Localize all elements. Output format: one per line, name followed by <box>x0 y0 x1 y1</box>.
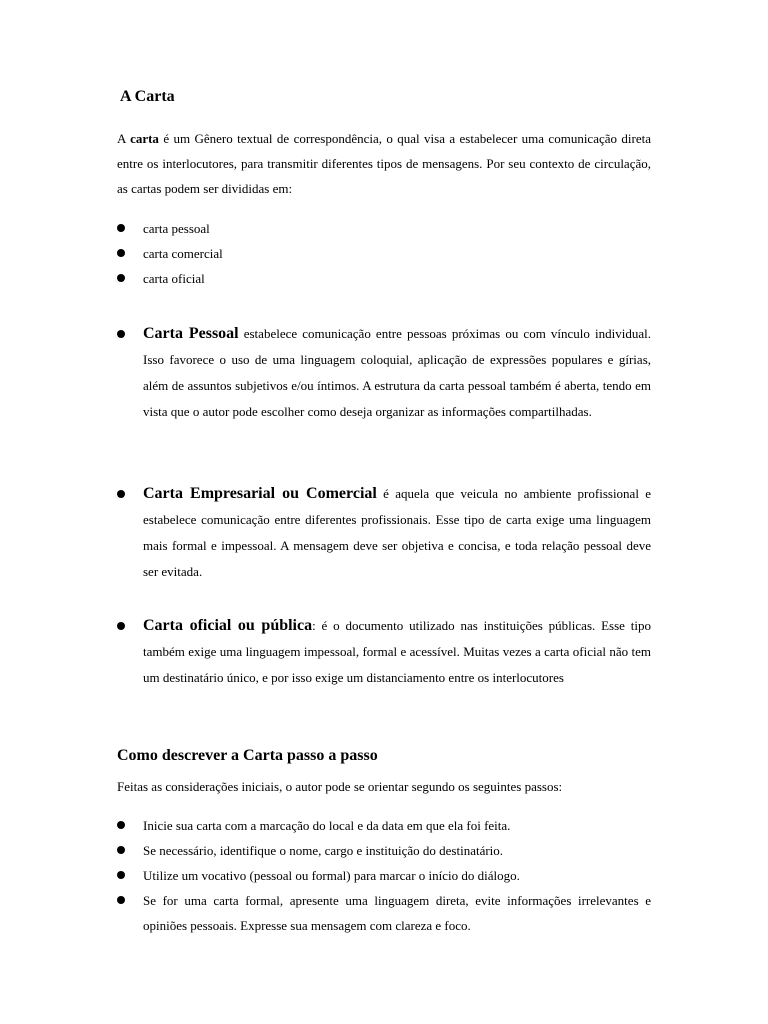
list-item-text: estabelece comunicação entre pessoas próximas ou com vínculo individual. Isso favorece o uso de uma linguagem coloquial, aplicação de expressões populares e gírias, além de assuntos subjetivos e/ou íntimos. A estrutura da carta pessoal também é aberta, tendo em vista que o autor pode escolher como deseja organizar as informações compartilhadas. <box>143 326 651 419</box>
list-item <box>117 888 651 938</box>
intro-text: é um Gênero textual de correspondência, o qual visa a estabelecer uma comunicação direta entre os interlocutores, para transmitir diferentes tipos de mensagens. Por seu contexto de circulação, as cartas podem ser divididas em: <box>117 131 651 196</box>
personal-letter-section <box>117 321 651 425</box>
list-item <box>117 613 651 691</box>
bullet-icon <box>117 490 125 498</box>
list-item-text: carta comercial <box>143 246 223 261</box>
bullet-icon <box>117 846 125 854</box>
list-item <box>117 321 651 425</box>
list-item <box>117 241 651 266</box>
list-item <box>117 863 651 888</box>
list-item-text: Inicie sua carta com a marcação do local e da data em que ela foi feita. <box>143 818 511 833</box>
intro-bold-term: carta <box>130 131 159 146</box>
list-item-lead: Carta Empresarial ou Comercial <box>143 485 377 502</box>
list-item-text: é aquela que veicula no ambiente profissional e estabelece comunicação entre diferentes profissionais. Esse tipo de carta exige uma linguagem mais formal e impessoal. A mensagem deve ser objetiva e concisa, e toda relação pessoal deve ser evitada. <box>143 486 652 579</box>
list-item-text: Se for uma carta formal, apresente uma linguagem direta, evite informações irrelevantes e opiniões pessoais. Expresse sua mensagem com clareza e foco. <box>143 893 651 933</box>
steps-intro: Feitas as considerações iniciais, o autor pode se orientar segundo os seguintes passos: <box>117 779 563 794</box>
list-item-text: Utilize um vocativo (pessoal ou formal) para marcar o início do diálogo. <box>143 868 520 883</box>
business-letter-section <box>117 481 651 585</box>
page-title: A Carta <box>120 88 175 105</box>
list-item <box>117 813 651 838</box>
list-item <box>117 838 651 863</box>
list-item <box>117 216 651 241</box>
bullet-icon <box>117 622 125 630</box>
bullet-icon <box>117 224 125 232</box>
steps-list <box>117 813 651 938</box>
list-item-text: carta pessoal <box>143 221 210 236</box>
bullet-icon <box>117 821 125 829</box>
official-letter-section <box>117 613 651 691</box>
list-item <box>117 481 651 585</box>
bullet-icon <box>117 249 125 257</box>
bullet-icon <box>117 896 125 904</box>
list-item-text: Se necessário, identifique o nome, cargo e instituição do destinatário. <box>143 843 504 858</box>
bullet-icon <box>117 274 125 282</box>
intro-prefix: A <box>117 131 131 146</box>
list-item-lead: Carta Pessoal <box>143 325 239 342</box>
list-item-text: : é o documento utilizado nas instituições públicas. Esse tipo também exige uma linguagem impessoal, formal e acessível. Muitas vezes a carta oficial não tem um destinatário único, e por isso exige um distanciamento entre os interlocutores <box>143 618 651 685</box>
bullet-icon <box>117 330 125 338</box>
section-heading: Como descrever a Carta passo a passo <box>117 747 378 764</box>
letter-types-list <box>117 216 651 291</box>
bullet-icon <box>117 871 125 879</box>
intro-paragraph <box>117 126 651 201</box>
list-item-text: carta oficial <box>143 271 205 286</box>
list-item-lead: Carta oficial ou pública <box>143 617 313 634</box>
list-item <box>117 266 651 291</box>
